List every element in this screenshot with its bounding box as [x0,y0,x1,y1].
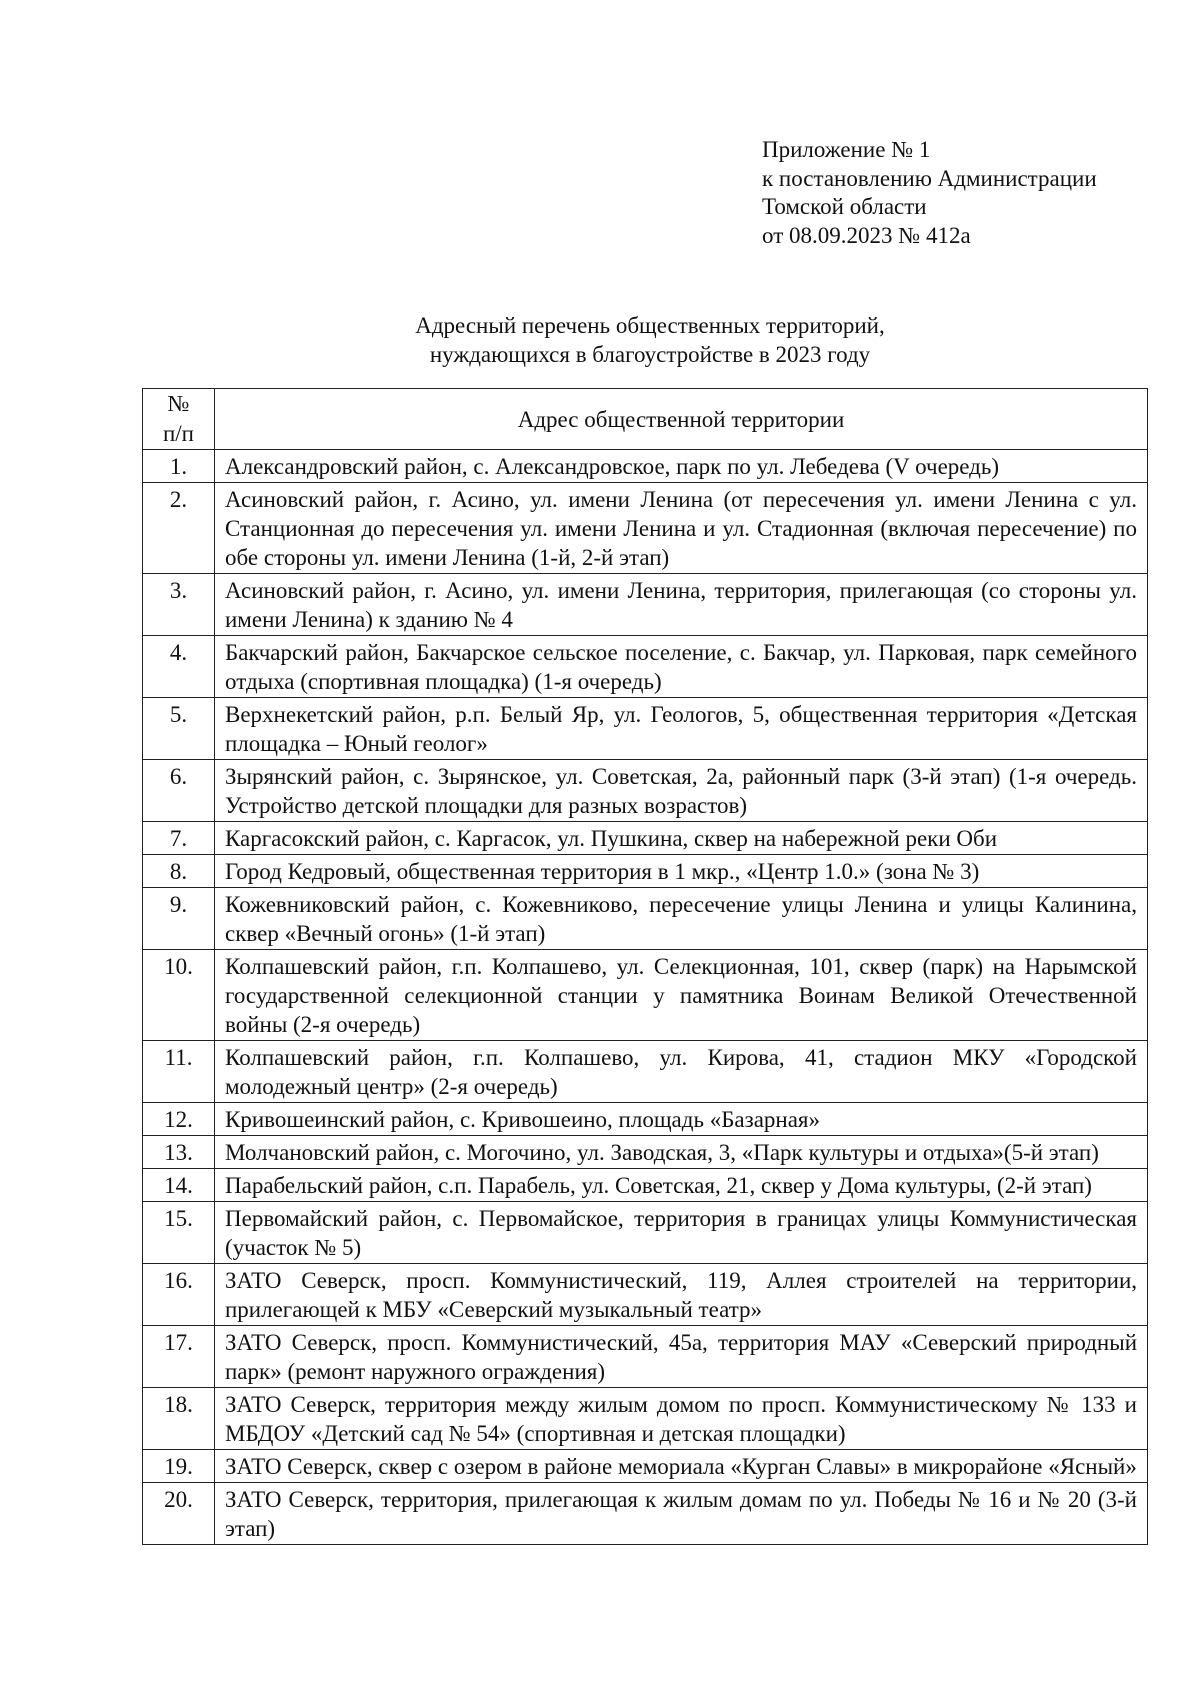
table-row [143,1326,1148,1388]
table-row [143,822,1148,855]
document-title-line: нуждающихся в благоустройстве в 2023 году [429,342,871,367]
row-address: Колпашевский район, г.п. Колпашево, ул. Селекционная, 101, сквер (парк) на Нарымской государственной селекционной станции у памятника Воинам Великой Отечественной войны (2-я очередь) [215,950,1148,1041]
row-address: Асиновский район, г. Асино, ул. имени Ленина, территория, прилегающая (со стороны ул. имени Ленина) к зданию № 4 [215,574,1148,636]
table-row [143,1136,1148,1169]
document-title [0,311,1200,369]
appendix-line: Приложение № 1 [762,137,931,162]
row-number: 15. [143,1202,215,1264]
row-number: 10. [143,950,215,1041]
table-row [143,855,1148,888]
row-address: Кривошеинский район, с. Кривошеино, площадь «Базарная» [215,1103,1148,1136]
table-row [143,888,1148,950]
row-number: 14. [143,1169,215,1202]
row-number: 20. [143,1483,215,1545]
table-row [143,636,1148,698]
row-address: Город Кедровый, общественная территория в 1 мкр., «Центр 1.0.» (зона № 3) [215,855,1148,888]
row-number: 17. [143,1326,215,1388]
table-row [143,574,1148,636]
row-number: 9. [143,888,215,950]
row-address: Александровский район, с. Александровское, парк по ул. Лебедева (V очередь) [215,450,1148,483]
table-row [143,450,1148,483]
row-number: 6. [143,760,215,822]
table-row [143,760,1148,822]
row-number: 4. [143,636,215,698]
row-number: 3. [143,574,215,636]
table-row [143,1483,1148,1545]
column-header-number-line: № [167,391,190,416]
row-number: 18. [143,1388,215,1450]
row-number: 16. [143,1264,215,1326]
appendix-header [762,136,1097,250]
row-number: 12. [143,1103,215,1136]
row-address: Парабельский район, с.п. Парабель, ул. Советская, 21, сквер у Дома культуры, (2-й этап) [215,1169,1148,1202]
table-row [143,483,1148,574]
table-row [143,950,1148,1041]
document-title-line: Адресный перечень общественных территорий, [415,313,885,338]
table-row [143,698,1148,760]
table-row [143,1450,1148,1483]
row-address: Колпашевский район, г.п. Колпашево, ул. Кирова, 41, стадион МКУ «Городской молодежный центр» (2-я очередь) [215,1041,1148,1103]
row-address: Каргасокский район, с. Каргасок, ул. Пушкина, сквер на набережной реки Оби [215,822,1148,855]
row-address: Первомайский район, с. Первомайское, территория в границах улицы Коммунистическая (участок № 5) [215,1202,1148,1264]
row-number: 8. [143,855,215,888]
row-address: ЗАТО Северск, просп. Коммунистический, 119, Аллея строителей на территории, прилегающей к МБУ «Северский музыкальный театр» [215,1264,1148,1326]
row-number: 11. [143,1041,215,1103]
row-number: 5. [143,698,215,760]
row-number: 19. [143,1450,215,1483]
table-header-row [143,389,1148,450]
territories-table [142,388,1148,1545]
table-row [143,1041,1148,1103]
row-address: ЗАТО Северск, территория, прилегающая к жилым домам по ул. Победы № 16 и № 20 (3-й этап) [215,1483,1148,1545]
table-row [143,1388,1148,1450]
row-address: ЗАТО Северск, просп. Коммунистический, 45а, территория МАУ «Северский природный парк» (ремонт наружного ограждения) [215,1326,1148,1388]
column-header-address: Адрес общественной территории [215,389,1148,450]
column-header-number-line: п/п [162,421,194,446]
row-number: 1. [143,450,215,483]
row-address: Кожевниковский район, с. Кожевниково, пересечение улицы Ленина и улицы Калинина, сквер «Вечный огонь» (1-й этап) [215,888,1148,950]
row-address: Молчановский район, с. Могочино, ул. Заводская, 3, «Парк культуры и отдыха»(5-й этап) [215,1136,1148,1169]
row-number: 2. [143,483,215,574]
appendix-line: от 08.09.2023 № 412а [762,222,971,248]
row-number: 13. [143,1136,215,1169]
table-row [143,1103,1148,1136]
row-address: Асиновский район, г. Асино, ул. имени Ленина (от пересечения ул. имени Ленина с ул. Станционная до пересечения ул. имени Ленина и ул. Стадионная (включая пересечение) по обе стороны ул. имени Ленина (1-й, 2-й этап) [215,483,1148,574]
row-address: Бакчарский район, Бакчарское сельское поселение, с. Бакчар, ул. Парковая, парк семейного отдыха (спортивная площадка) (1-я очередь) [215,636,1148,698]
row-address: Верхнекетский район, р.п. Белый Яр, ул. Геологов, 5, общественная территория «Детская площадка – Юный геолог» [215,698,1148,760]
column-header-number [143,389,215,450]
table-row [143,1169,1148,1202]
row-address: ЗАТО Северск, сквер с озером в районе мемориала «Курган Славы» в микрорайоне «Ясный» [215,1450,1148,1483]
table-row [143,1264,1148,1326]
row-number: 7. [143,822,215,855]
row-address: ЗАТО Северск, территория между жилым домом по просп. Коммунистическому № 133 и МБДОУ «Детский сад № 54» (спортивная и детская площадки) [215,1388,1148,1450]
appendix-line: к постановлению Администрации [762,165,1097,191]
table-row [143,1202,1148,1264]
appendix-line: Томской области [762,194,927,219]
row-address: Зырянский район, с. Зырянское, ул. Советская, 2а, районный парк (3-й этап) (1-я очередь. Устройство детской площадки для разных возрастов) [215,760,1148,822]
